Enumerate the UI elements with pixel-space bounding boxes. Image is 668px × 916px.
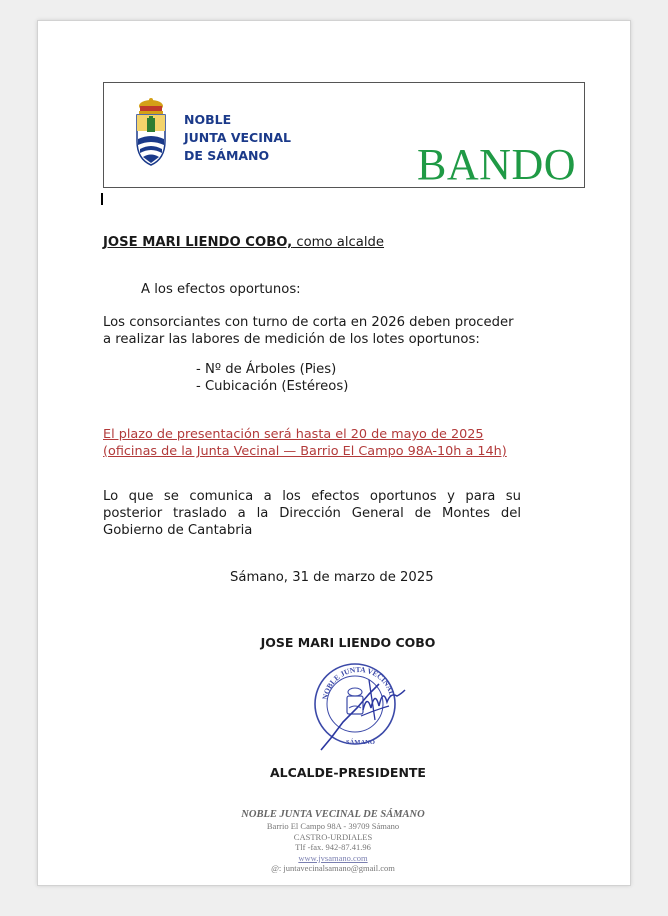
coat-of-arms-icon xyxy=(132,97,170,169)
organization-name xyxy=(184,111,291,165)
deadline-line-1: El plazo de presentación será hasta el 20 de mayo de 2025 xyxy=(103,427,484,442)
issuer-role: como alcalde xyxy=(292,235,385,250)
footer-city: CASTRO-URDIALES xyxy=(293,831,373,842)
closing-paragraph: Lo que se comunica a los efectos oportunos y para su posterior traslado a la Dirección General de Montes del Gobierno de Cantabria xyxy=(103,489,521,538)
letterhead-footer xyxy=(103,808,563,874)
list-item: - Cubicación (Estéreos) xyxy=(196,379,349,394)
greeting: A los efectos oportunos: xyxy=(141,282,301,297)
footer-email: @: juntavecinalsamano@gmail.com xyxy=(271,863,395,873)
document-type-title: BANDO xyxy=(417,140,576,189)
deadline-notice xyxy=(103,426,523,460)
footer-phone: Tlf -fax. 942-87.41.96 xyxy=(295,842,371,852)
deadline-line-2: (oficinas de la Junta Vecinal — Barrio El Campo 98A-10h a 14h) xyxy=(103,444,507,459)
official-stamp-icon xyxy=(305,650,413,758)
body-paragraph: Los consorciantes con turno de corta en 2026 deben proceder a realizar las labores de medición de los lotes oportunos: xyxy=(103,315,514,347)
org-line-3: DE SÁMANO xyxy=(184,148,270,163)
footer-address: Barrio El Campo 98A - 39709 Sámano xyxy=(266,821,400,831)
signatory-title: ALCALDE-PRESIDENTE xyxy=(270,765,426,780)
signatory-name: JOSE MARI LIENDO COBO xyxy=(260,635,436,650)
measurement-list xyxy=(196,361,348,395)
issuer-name: JOSE MARI LIENDO COBO, xyxy=(103,235,293,250)
stamp-text: NOBLE JUNTA VECINAL xyxy=(320,664,397,701)
issuer-line xyxy=(103,234,384,251)
date-line: Sámano, 31 de marzo de 2025 xyxy=(230,570,434,585)
footer-title: NOBLE JUNTA VECINAL DE SÁMANO xyxy=(241,809,425,820)
org-line-1: NOBLE xyxy=(184,112,232,127)
text-cursor xyxy=(101,193,103,205)
footer-website-link[interactable]: www.jvsamano.com xyxy=(298,852,368,863)
list-item: - Nº de Árboles (Pies) xyxy=(196,362,337,377)
letterhead xyxy=(103,82,585,188)
org-line-2: JUNTA VECINAL xyxy=(184,130,291,145)
svg-text:SÁMANO: SÁMANO xyxy=(346,739,375,746)
